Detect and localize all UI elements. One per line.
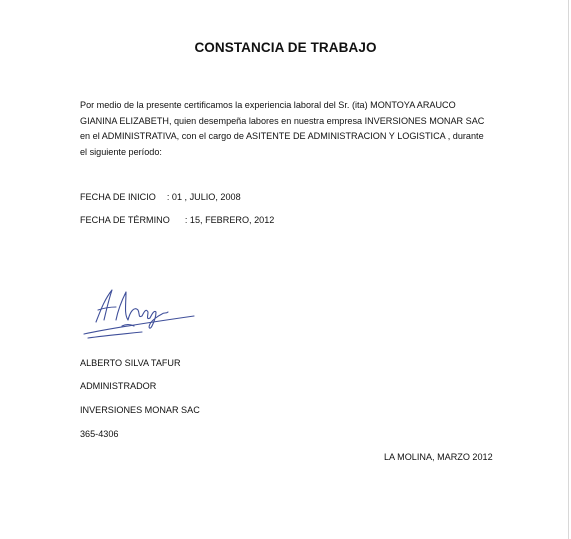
phone-number: 365-4306 bbox=[80, 429, 119, 439]
end-date-value: : 15, FEBRERO, 2012 bbox=[184, 215, 275, 225]
handwritten-signature bbox=[82, 282, 202, 342]
company-name: INVERSIONES MONAR SAC bbox=[80, 405, 200, 415]
start-date-label: FECHA DE INICIO bbox=[80, 192, 156, 202]
document-title: CONSTANCIA DE TRABAJO bbox=[194, 40, 377, 55]
end-date-label: FECHA DE TÉRMINO bbox=[80, 215, 170, 225]
page-edge bbox=[568, 0, 569, 539]
end-date-line bbox=[80, 215, 274, 225]
place-and-date: LA MOLINA, MARZO 2012 bbox=[384, 452, 493, 462]
certification-paragraph: Por medio de la presente certificamos la experiencia laboral del Sr. (ita) MONTOYA ARAUCO GIANINA ELIZABETH, quien desempeña labores en nuestra empresa INVERSIONES MONAR SAC en el ADMINISTRATIVA, con el cargo de ASITENTE DE ADMINISTRACION Y LOGISTICA , durante el siguiente período: bbox=[80, 100, 485, 157]
start-date-line bbox=[80, 192, 241, 202]
start-date-value: : 01 , JULIO, 2008 bbox=[166, 192, 241, 202]
signer-name: ALBERTO SILVA TAFUR bbox=[80, 358, 181, 368]
signer-role: ADMINISTRADOR bbox=[80, 381, 157, 391]
